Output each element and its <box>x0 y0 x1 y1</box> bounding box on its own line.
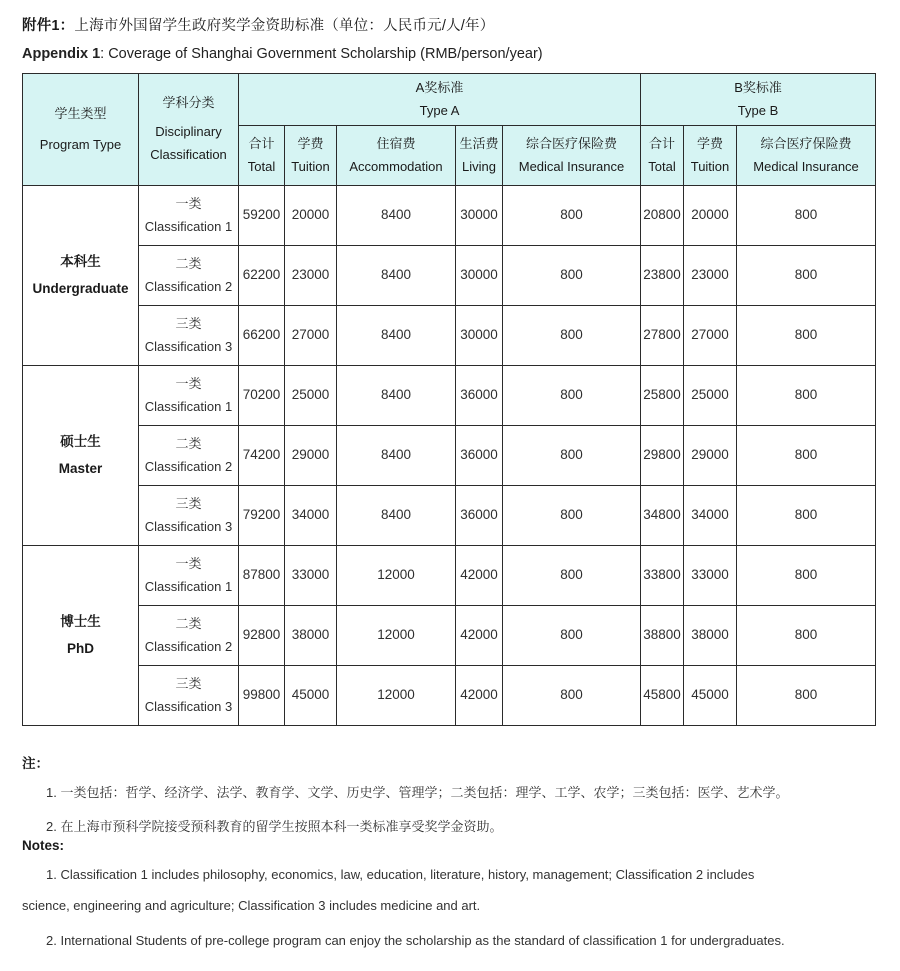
cell-a-total: 59200 <box>239 186 285 246</box>
header-group-type-b <box>641 74 876 126</box>
cell-b-tuition: 45000 <box>684 666 737 726</box>
header-a-tuition-en: Tuition <box>291 158 330 174</box>
table-header <box>23 74 876 186</box>
cell-a-total: 87800 <box>239 546 285 606</box>
scholarship-coverage-table <box>22 73 876 726</box>
header-b-medical-en: Medical Insurance <box>753 158 859 174</box>
cell-a-tuition: 29000 <box>285 426 337 486</box>
header-a-living <box>456 126 503 186</box>
table-row <box>23 246 876 306</box>
header-classification-en-line1: Disciplinary <box>155 124 222 140</box>
cell-b-total: 34800 <box>641 486 684 546</box>
classification-zh: 一类 <box>175 376 202 392</box>
appendix-title-chinese <box>22 14 494 35</box>
program-cell-phd <box>23 546 139 726</box>
cell-a-accommodation: 12000 <box>337 546 456 606</box>
cell-a-medical: 800 <box>503 546 641 606</box>
classification-en: Classification 2 <box>144 638 233 654</box>
header-a-total-en: Total <box>247 158 276 174</box>
header-b-medical-zh: 综合医疗保险费 <box>760 135 852 151</box>
header-a-total <box>239 126 285 186</box>
cell-a-total: 99800 <box>239 666 285 726</box>
cell-a-accommodation: 8400 <box>337 426 456 486</box>
notes-english-item-1-line-1: 1. Classification 1 includes philosophy, economics, law, education, literature, history, management; Classification 2 includes <box>46 867 755 882</box>
cell-b-total: 23800 <box>641 246 684 306</box>
cell-a-total: 62200 <box>239 246 285 306</box>
cell-b-total: 27800 <box>641 306 684 366</box>
program-master-zh: 硕士生 <box>60 434 101 450</box>
notes-chinese-item-2: 2. 在上海市预科学院接受预科教育的留学生按照本科一类标准享受奖学金资助。 <box>46 818 503 834</box>
header-a-tuition-zh: 学费 <box>297 135 324 151</box>
header-group-type-a-en: Type A <box>419 102 460 118</box>
cell-a-total: 70200 <box>239 366 285 426</box>
classification-en: Classification 3 <box>144 338 233 354</box>
cell-b-medical: 800 <box>737 546 876 606</box>
classification-cell <box>139 606 239 666</box>
cell-a-accommodation: 8400 <box>337 186 456 246</box>
appendix-title-chinese-text: 上海市外国留学生政府奖学金资助标准（单位：人民币元/人/年） <box>74 18 495 34</box>
notes-english-heading: Notes: <box>22 838 65 853</box>
cell-a-living: 36000 <box>456 426 503 486</box>
table-row <box>23 426 876 486</box>
program-undergraduate-zh: 本科生 <box>60 254 101 270</box>
classification-en: Classification 2 <box>144 458 233 474</box>
cell-a-living: 36000 <box>456 486 503 546</box>
cell-a-tuition: 20000 <box>285 186 337 246</box>
cell-b-medical: 800 <box>737 426 876 486</box>
header-a-total-zh: 合计 <box>248 135 275 151</box>
cell-a-tuition: 33000 <box>285 546 337 606</box>
cell-b-medical: 800 <box>737 486 876 546</box>
cell-a-medical: 800 <box>503 486 641 546</box>
cell-b-medical: 800 <box>737 246 876 306</box>
cell-b-tuition: 33000 <box>684 546 737 606</box>
cell-a-accommodation: 12000 <box>337 606 456 666</box>
cell-a-total: 79200 <box>239 486 285 546</box>
cell-a-living: 30000 <box>456 246 503 306</box>
table-row <box>23 546 876 606</box>
cell-b-medical: 800 <box>737 666 876 726</box>
cell-b-total: 20800 <box>641 186 684 246</box>
cell-a-living: 42000 <box>456 546 503 606</box>
header-b-tuition-zh: 学费 <box>697 135 724 151</box>
classification-zh: 一类 <box>175 556 202 572</box>
header-a-medical-en: Medical Insurance <box>518 158 625 174</box>
notes-english <box>22 838 882 951</box>
table-row <box>23 306 876 366</box>
cell-a-tuition: 34000 <box>285 486 337 546</box>
cell-a-total: 92800 <box>239 606 285 666</box>
header-group-type-a-zh: A奖标准 <box>415 79 464 95</box>
classification-zh: 二类 <box>175 616 202 632</box>
header-b-total <box>641 126 684 186</box>
table-row <box>23 666 876 726</box>
appendix-title-english <box>22 46 543 62</box>
cell-a-living: 30000 <box>456 306 503 366</box>
table-header-row-1 <box>23 74 876 126</box>
cell-b-tuition: 23000 <box>684 246 737 306</box>
header-b-tuition <box>684 126 737 186</box>
header-b-tuition-en: Tuition <box>690 158 730 174</box>
classification-cell <box>139 366 239 426</box>
cell-a-medical: 800 <box>503 666 641 726</box>
appendix-title-chinese-prefix: 附件1： <box>22 18 75 34</box>
header-classification-en-line2: Classification <box>150 146 227 162</box>
classification-en: Classification 1 <box>144 578 233 594</box>
table-row <box>23 366 876 426</box>
header-classification-zh: 学科分类 <box>162 95 215 111</box>
cell-a-total: 66200 <box>239 306 285 366</box>
cell-a-accommodation: 8400 <box>337 486 456 546</box>
cell-a-medical: 800 <box>503 606 641 666</box>
cell-b-total: 29800 <box>641 426 684 486</box>
header-group-type-b-zh: B奖标准 <box>734 79 782 95</box>
header-b-total-en: Total <box>648 158 676 174</box>
cell-a-tuition: 25000 <box>285 366 337 426</box>
header-a-medical-insurance <box>503 126 641 186</box>
table-body <box>23 186 876 726</box>
header-program-type-zh: 学生类型 <box>54 105 107 121</box>
cell-a-accommodation: 12000 <box>337 666 456 726</box>
cell-b-tuition: 29000 <box>684 426 737 486</box>
cell-a-tuition: 38000 <box>285 606 337 666</box>
classification-cell <box>139 426 239 486</box>
cell-a-living: 42000 <box>456 606 503 666</box>
cell-a-living: 30000 <box>456 186 503 246</box>
cell-a-medical: 800 <box>503 246 641 306</box>
classification-en: Classification 2 <box>144 278 233 294</box>
table-row <box>23 486 876 546</box>
program-phd-zh: 博士生 <box>60 614 101 630</box>
cell-a-medical: 800 <box>503 306 641 366</box>
header-a-living-zh: 生活费 <box>459 135 499 151</box>
classification-zh: 三类 <box>175 676 202 692</box>
classification-cell <box>139 246 239 306</box>
classification-cell <box>139 486 239 546</box>
cell-b-medical: 800 <box>737 606 876 666</box>
notes-chinese-item-1: 1. 一类包括：哲学、经济学、法学、教育学、文学、历史学、管理学；二类包括：理学、工学、农学；三类包括：医学、艺术学。 <box>46 785 789 800</box>
cell-b-medical: 800 <box>737 366 876 426</box>
cell-a-accommodation: 8400 <box>337 246 456 306</box>
cell-b-total: 45800 <box>641 666 684 726</box>
cell-a-living: 42000 <box>456 666 503 726</box>
header-disciplinary-classification <box>139 74 239 186</box>
notes-chinese-heading: 注： <box>22 756 49 771</box>
header-a-accommodation-en: Accommodation <box>349 158 443 174</box>
classification-en: Classification 1 <box>144 218 233 234</box>
cell-b-total: 38800 <box>641 606 684 666</box>
header-a-living-en: Living <box>462 158 496 174</box>
cell-a-tuition: 23000 <box>285 246 337 306</box>
cell-b-tuition: 25000 <box>684 366 737 426</box>
classification-zh: 二类 <box>175 256 202 272</box>
appendix-title-english-text: : Coverage of Shanghai Government Scholarship (RMB/person/year) <box>100 46 543 62</box>
program-master-en: Master <box>58 460 103 476</box>
cell-b-total: 33800 <box>641 546 684 606</box>
cell-a-living: 36000 <box>456 366 503 426</box>
cell-b-tuition: 38000 <box>684 606 737 666</box>
notes-chinese <box>22 752 882 851</box>
program-undergraduate-en: Undergraduate <box>32 280 129 296</box>
notes-english-item-1-line-2: science, engineering and agriculture; Classification 3 includes medicine and art. <box>22 897 481 913</box>
cell-a-medical: 800 <box>503 426 641 486</box>
header-a-accommodation <box>337 126 456 186</box>
classification-zh: 一类 <box>175 196 202 212</box>
cell-b-medical: 800 <box>737 186 876 246</box>
cell-a-medical: 800 <box>503 186 641 246</box>
classification-cell <box>139 546 239 606</box>
classification-zh: 二类 <box>175 436 202 452</box>
appendix-title-english-prefix: Appendix 1 <box>22 46 101 62</box>
header-program-type <box>23 74 139 186</box>
header-a-tuition <box>285 126 337 186</box>
program-cell-undergraduate <box>23 186 139 366</box>
classification-zh: 三类 <box>175 316 202 332</box>
classification-zh: 三类 <box>175 496 202 512</box>
classification-cell <box>139 666 239 726</box>
cell-b-total: 25800 <box>641 366 684 426</box>
cell-a-accommodation: 8400 <box>337 306 456 366</box>
classification-en: Classification 3 <box>144 698 233 714</box>
header-group-type-a <box>239 74 641 126</box>
header-a-accommodation-zh: 住宿费 <box>376 135 416 151</box>
cell-a-tuition: 27000 <box>285 306 337 366</box>
header-group-type-b-en: Type B <box>737 102 779 118</box>
cell-b-tuition: 34000 <box>684 486 737 546</box>
classification-cell <box>139 186 239 246</box>
cell-a-medical: 800 <box>503 366 641 426</box>
cell-a-total: 74200 <box>239 426 285 486</box>
header-a-medical-zh: 综合医疗保险费 <box>526 135 618 151</box>
cell-a-tuition: 45000 <box>285 666 337 726</box>
classification-en: Classification 3 <box>144 518 233 534</box>
classification-en: Classification 1 <box>144 398 233 414</box>
header-program-type-en: Program Type <box>39 136 122 152</box>
header-b-total-zh: 合计 <box>649 135 676 151</box>
cell-b-tuition: 20000 <box>684 186 737 246</box>
cell-b-medical: 800 <box>737 306 876 366</box>
header-b-medical-insurance <box>737 126 876 186</box>
table-row <box>23 606 876 666</box>
notes-english-item-2: 2. International Students of pre-college program can enjoy the scholarship as the standard of classification 1 for undergraduates. <box>46 932 785 948</box>
cell-a-accommodation: 8400 <box>337 366 456 426</box>
program-phd-en: PhD <box>67 640 94 656</box>
program-cell-master <box>23 366 139 546</box>
cell-b-tuition: 27000 <box>684 306 737 366</box>
classification-cell <box>139 306 239 366</box>
table-row <box>23 186 876 246</box>
